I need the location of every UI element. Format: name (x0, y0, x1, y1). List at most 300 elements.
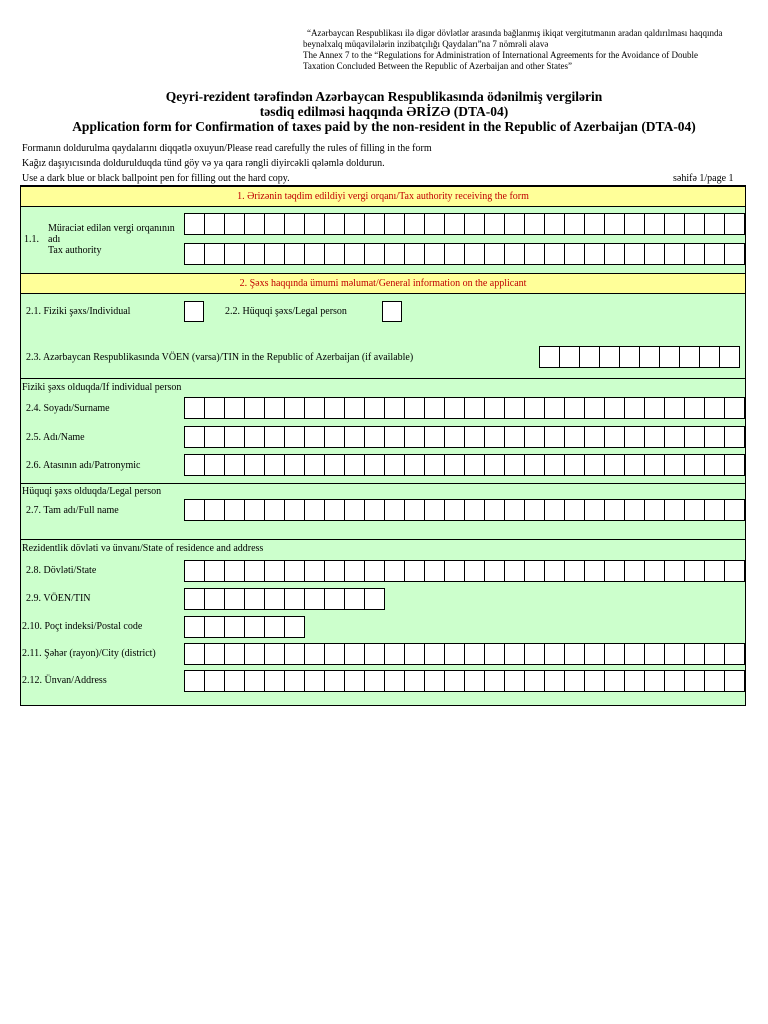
character-cell[interactable] (645, 213, 665, 235)
character-cell[interactable] (445, 670, 465, 692)
character-cell[interactable] (525, 426, 545, 448)
character-cell[interactable] (525, 499, 545, 521)
character-cell[interactable] (405, 643, 425, 665)
character-cell[interactable] (305, 454, 325, 476)
character-cell[interactable] (605, 243, 625, 265)
character-cell[interactable] (345, 454, 365, 476)
character-cell[interactable] (205, 588, 225, 610)
character-cell[interactable] (245, 670, 265, 692)
character-cell[interactable] (405, 397, 425, 419)
character-cell[interactable] (325, 397, 345, 419)
character-cell[interactable] (685, 643, 705, 665)
character-cell[interactable] (565, 643, 585, 665)
character-cell[interactable] (585, 397, 605, 419)
character-cell[interactable] (725, 243, 745, 265)
character-cell[interactable] (705, 454, 725, 476)
azerbaijan-tin-input[interactable] (539, 346, 740, 368)
character-cell[interactable] (365, 670, 385, 692)
character-cell[interactable] (725, 454, 745, 476)
character-cell[interactable] (445, 499, 465, 521)
character-cell[interactable] (184, 560, 205, 582)
character-cell[interactable] (485, 243, 505, 265)
character-cell[interactable] (385, 243, 405, 265)
character-cell[interactable] (465, 670, 485, 692)
character-cell[interactable] (285, 397, 305, 419)
character-cell[interactable] (285, 454, 305, 476)
character-cell[interactable] (365, 643, 385, 665)
full-name-input[interactable] (184, 499, 745, 521)
character-cell[interactable] (445, 397, 465, 419)
character-cell[interactable] (425, 560, 445, 582)
character-cell[interactable] (525, 560, 545, 582)
character-cell[interactable] (205, 560, 225, 582)
character-cell[interactable] (565, 454, 585, 476)
character-cell[interactable] (545, 243, 565, 265)
character-cell[interactable] (505, 426, 525, 448)
surname-input[interactable] (184, 397, 745, 419)
character-cell[interactable] (565, 560, 585, 582)
character-cell[interactable] (645, 560, 665, 582)
address-input[interactable] (184, 670, 745, 692)
character-cell[interactable] (265, 499, 285, 521)
character-cell[interactable] (605, 670, 625, 692)
character-cell[interactable] (265, 426, 285, 448)
character-cell[interactable] (205, 499, 225, 521)
character-cell[interactable] (184, 243, 205, 265)
character-cell[interactable] (225, 560, 245, 582)
character-cell[interactable] (265, 243, 285, 265)
character-cell[interactable] (725, 560, 745, 582)
character-cell[interactable] (325, 426, 345, 448)
character-cell[interactable] (605, 213, 625, 235)
character-cell[interactable] (385, 397, 405, 419)
character-cell[interactable] (705, 643, 725, 665)
character-cell[interactable] (325, 588, 345, 610)
character-cell[interactable] (565, 426, 585, 448)
character-cell[interactable] (285, 243, 305, 265)
character-cell[interactable] (645, 397, 665, 419)
tax-authority-input-row2[interactable] (184, 243, 745, 265)
character-cell[interactable] (465, 560, 485, 582)
character-cell[interactable] (385, 670, 405, 692)
character-cell[interactable] (705, 426, 725, 448)
character-cell[interactable] (365, 213, 385, 235)
character-cell[interactable] (625, 243, 645, 265)
character-cell[interactable] (225, 454, 245, 476)
character-cell[interactable] (345, 560, 365, 582)
character-cell[interactable] (485, 643, 505, 665)
character-cell[interactable] (545, 397, 565, 419)
character-cell[interactable] (225, 426, 245, 448)
character-cell[interactable] (665, 243, 685, 265)
character-cell[interactable] (245, 243, 265, 265)
character-cell[interactable] (585, 426, 605, 448)
character-cell[interactable] (600, 346, 620, 368)
character-cell[interactable] (705, 560, 725, 582)
character-cell[interactable] (305, 670, 325, 692)
character-cell[interactable] (665, 643, 685, 665)
character-cell[interactable] (205, 643, 225, 665)
character-cell[interactable] (485, 397, 505, 419)
character-cell[interactable] (385, 426, 405, 448)
character-cell[interactable] (625, 213, 645, 235)
character-cell[interactable] (205, 616, 225, 638)
character-cell[interactable] (680, 346, 700, 368)
character-cell[interactable] (685, 243, 705, 265)
character-cell[interactable] (685, 560, 705, 582)
character-cell[interactable] (485, 426, 505, 448)
character-cell[interactable] (585, 243, 605, 265)
character-cell[interactable] (565, 670, 585, 692)
character-cell[interactable] (685, 397, 705, 419)
character-cell[interactable] (245, 454, 265, 476)
character-cell[interactable] (405, 243, 425, 265)
character-cell[interactable] (265, 643, 285, 665)
character-cell[interactable] (184, 616, 205, 638)
character-cell[interactable] (285, 560, 305, 582)
character-cell[interactable] (425, 643, 445, 665)
instruction-line: Kağız daşıyıcısında doldurulduqda tünd göy və ya qara rəngli diyircəkli qələmlə doldurun. (22, 158, 385, 169)
character-cell[interactable] (485, 560, 505, 582)
character-cell[interactable] (225, 588, 245, 610)
postal-code-input[interactable] (184, 616, 305, 638)
character-cell[interactable] (405, 454, 425, 476)
character-cell[interactable] (545, 426, 565, 448)
character-cell[interactable] (405, 560, 425, 582)
character-cell[interactable] (325, 643, 345, 665)
character-cell[interactable] (184, 426, 205, 448)
divider (21, 539, 745, 540)
character-cell[interactable] (345, 499, 365, 521)
divider (21, 483, 745, 484)
character-cell[interactable] (725, 499, 745, 521)
character-cell[interactable] (365, 426, 385, 448)
character-cell[interactable] (645, 426, 665, 448)
character-cell[interactable] (365, 243, 385, 265)
character-cell[interactable] (365, 499, 385, 521)
legal-person-checkbox[interactable] (382, 301, 402, 322)
character-cell[interactable] (225, 499, 245, 521)
character-cell[interactable] (685, 426, 705, 448)
character-cell[interactable] (645, 454, 665, 476)
character-cell[interactable] (585, 454, 605, 476)
character-cell[interactable] (325, 670, 345, 692)
field-2-8-label: 2.8. Dövləti/State (26, 565, 97, 576)
character-cell[interactable] (425, 243, 445, 265)
character-cell[interactable] (705, 243, 725, 265)
character-cell[interactable] (285, 499, 305, 521)
annex-line: beynəlxalq müqavilələrin inzibatçılığı Qaydaları”na 7 nömrəli əlavə (303, 39, 549, 49)
character-cell[interactable] (545, 560, 565, 582)
character-cell[interactable] (580, 346, 600, 368)
character-cell[interactable] (425, 397, 445, 419)
character-cell[interactable] (325, 454, 345, 476)
character-cell[interactable] (305, 243, 325, 265)
character-cell[interactable] (525, 213, 545, 235)
character-cell[interactable] (365, 454, 385, 476)
character-cell[interactable] (585, 670, 605, 692)
character-cell[interactable] (445, 243, 465, 265)
character-cell[interactable] (525, 670, 545, 692)
name-input[interactable] (184, 426, 745, 448)
character-cell[interactable] (345, 397, 365, 419)
character-cell[interactable] (465, 397, 485, 419)
character-cell[interactable] (345, 670, 365, 692)
character-cell[interactable] (445, 643, 465, 665)
character-cell[interactable] (325, 243, 345, 265)
character-cell[interactable] (225, 243, 245, 265)
character-cell[interactable] (660, 346, 680, 368)
character-cell[interactable] (465, 213, 485, 235)
character-cell[interactable] (425, 213, 445, 235)
character-cell[interactable] (585, 643, 605, 665)
character-cell[interactable] (485, 499, 505, 521)
city-input[interactable] (184, 643, 745, 665)
character-cell[interactable] (565, 243, 585, 265)
character-cell[interactable] (245, 426, 265, 448)
character-cell[interactable] (560, 346, 580, 368)
character-cell[interactable] (585, 213, 605, 235)
character-cell[interactable] (565, 499, 585, 521)
character-cell[interactable] (625, 670, 645, 692)
character-cell[interactable] (265, 588, 285, 610)
character-cell[interactable] (625, 560, 645, 582)
character-cell[interactable] (665, 454, 685, 476)
character-cell[interactable] (645, 499, 665, 521)
character-cell[interactable] (620, 346, 640, 368)
character-cell[interactable] (385, 499, 405, 521)
character-cell[interactable] (425, 426, 445, 448)
character-cell[interactable] (625, 454, 645, 476)
character-cell[interactable] (645, 243, 665, 265)
tax-authority-input-row1[interactable] (184, 213, 745, 235)
character-cell[interactable] (465, 499, 485, 521)
character-cell[interactable] (525, 454, 545, 476)
character-cell[interactable] (645, 670, 665, 692)
character-cell[interactable] (305, 397, 325, 419)
character-cell[interactable] (265, 560, 285, 582)
character-cell[interactable] (725, 643, 745, 665)
character-cell[interactable] (285, 643, 305, 665)
character-cell[interactable] (345, 426, 365, 448)
character-cell[interactable] (665, 397, 685, 419)
character-cell[interactable] (205, 397, 225, 419)
character-cell[interactable] (525, 243, 545, 265)
character-cell[interactable] (405, 670, 425, 692)
character-cell[interactable] (285, 426, 305, 448)
character-cell[interactable] (465, 426, 485, 448)
patronymic-input[interactable] (184, 454, 745, 476)
character-cell[interactable] (700, 346, 720, 368)
character-cell[interactable] (545, 643, 565, 665)
character-cell[interactable] (640, 346, 660, 368)
character-cell[interactable] (205, 454, 225, 476)
character-cell[interactable] (705, 213, 725, 235)
character-cell[interactable] (184, 588, 205, 610)
character-cell[interactable] (305, 499, 325, 521)
character-cell[interactable] (685, 670, 705, 692)
character-cell[interactable] (585, 560, 605, 582)
field-1-1-label-az-2: adı (48, 234, 61, 245)
character-cell[interactable] (325, 560, 345, 582)
character-cell[interactable] (465, 454, 485, 476)
character-cell[interactable] (225, 670, 245, 692)
character-cell[interactable] (385, 454, 405, 476)
character-cell[interactable] (605, 426, 625, 448)
character-cell[interactable] (445, 426, 465, 448)
character-cell[interactable] (505, 397, 525, 419)
character-cell[interactable] (685, 499, 705, 521)
character-cell[interactable] (265, 454, 285, 476)
character-cell[interactable] (505, 213, 525, 235)
character-cell[interactable] (285, 616, 305, 638)
character-cell[interactable] (184, 670, 205, 692)
character-cell[interactable] (725, 213, 745, 235)
character-cell[interactable] (725, 426, 745, 448)
character-cell[interactable] (665, 426, 685, 448)
character-cell[interactable] (720, 346, 740, 368)
character-cell[interactable] (365, 397, 385, 419)
character-cell[interactable] (405, 213, 425, 235)
character-cell[interactable] (205, 426, 225, 448)
character-cell[interactable] (565, 397, 585, 419)
character-cell[interactable] (465, 643, 485, 665)
character-cell[interactable] (685, 213, 705, 235)
character-cell[interactable] (665, 213, 685, 235)
character-cell[interactable] (405, 499, 425, 521)
character-cell[interactable] (605, 397, 625, 419)
character-cell[interactable] (184, 397, 205, 419)
character-cell[interactable] (345, 643, 365, 665)
character-cell[interactable] (725, 397, 745, 419)
character-cell[interactable] (305, 643, 325, 665)
character-cell[interactable] (245, 397, 265, 419)
character-cell[interactable] (184, 213, 205, 235)
character-cell[interactable] (225, 643, 245, 665)
character-cell[interactable] (525, 397, 545, 419)
character-cell[interactable] (385, 213, 405, 235)
character-cell[interactable] (184, 454, 205, 476)
character-cell[interactable] (625, 643, 645, 665)
character-cell[interactable] (325, 499, 345, 521)
character-cell[interactable] (345, 213, 365, 235)
character-cell[interactable] (445, 454, 465, 476)
character-cell[interactable] (365, 560, 385, 582)
character-cell[interactable] (245, 616, 265, 638)
character-cell[interactable] (485, 213, 505, 235)
character-cell[interactable] (505, 670, 525, 692)
character-cell[interactable] (665, 670, 685, 692)
foreign-tin-input[interactable] (184, 588, 385, 610)
character-cell[interactable] (545, 670, 565, 692)
character-cell[interactable] (345, 243, 365, 265)
character-cell[interactable] (265, 670, 285, 692)
character-cell[interactable] (245, 213, 265, 235)
character-cell[interactable] (705, 397, 725, 419)
character-cell[interactable] (325, 213, 345, 235)
character-cell[interactable] (305, 588, 325, 610)
character-cell[interactable] (505, 454, 525, 476)
character-cell[interactable] (665, 560, 685, 582)
character-cell[interactable] (265, 213, 285, 235)
character-cell[interactable] (425, 670, 445, 692)
character-cell[interactable] (305, 213, 325, 235)
character-cell[interactable] (539, 346, 560, 368)
character-cell[interactable] (545, 454, 565, 476)
character-cell[interactable] (245, 499, 265, 521)
character-cell[interactable] (625, 499, 645, 521)
character-cell[interactable] (445, 213, 465, 235)
character-cell[interactable] (505, 243, 525, 265)
character-cell[interactable] (505, 560, 525, 582)
character-cell[interactable] (605, 454, 625, 476)
character-cell[interactable] (345, 588, 365, 610)
character-cell[interactable] (525, 643, 545, 665)
character-cell[interactable] (685, 454, 705, 476)
individual-checkbox[interactable] (184, 301, 204, 322)
character-cell[interactable] (405, 426, 425, 448)
character-cell[interactable] (485, 454, 505, 476)
character-cell[interactable] (225, 213, 245, 235)
character-cell[interactable] (365, 588, 385, 610)
character-cell[interactable] (545, 499, 565, 521)
character-cell[interactable] (184, 499, 205, 521)
character-cell[interactable] (385, 560, 405, 582)
character-cell[interactable] (245, 643, 265, 665)
character-cell[interactable] (645, 643, 665, 665)
character-cell[interactable] (705, 499, 725, 521)
character-cell[interactable] (385, 643, 405, 665)
character-cell[interactable] (205, 243, 225, 265)
annex-line: “Azərbaycan Respublikası ilə digər dövlətlər arasında bağlanmış ikiqat vergitutmanın aradan qaldırılması haqqında (307, 28, 723, 38)
character-cell[interactable] (265, 616, 285, 638)
title-line-en: Application form for Confirmation of taxes paid by the non-resident in the Republic of Azerbaijan (DTA-04) (72, 119, 696, 134)
character-cell[interactable] (245, 560, 265, 582)
character-cell[interactable] (425, 499, 445, 521)
character-cell[interactable] (225, 616, 245, 638)
character-cell[interactable] (725, 670, 745, 692)
character-cell[interactable] (585, 499, 605, 521)
character-cell[interactable] (184, 643, 205, 665)
character-cell[interactable] (605, 560, 625, 582)
character-cell[interactable] (205, 213, 225, 235)
character-cell[interactable] (705, 670, 725, 692)
character-cell[interactable] (245, 588, 265, 610)
character-cell[interactable] (605, 643, 625, 665)
character-cell[interactable] (625, 426, 645, 448)
character-cell[interactable] (425, 454, 445, 476)
character-cell[interactable] (565, 213, 585, 235)
character-cell[interactable] (445, 560, 465, 582)
character-cell[interactable] (485, 670, 505, 692)
character-cell[interactable] (305, 426, 325, 448)
character-cell[interactable] (285, 213, 305, 235)
character-cell[interactable] (665, 499, 685, 521)
character-cell[interactable] (465, 243, 485, 265)
state-input[interactable] (184, 560, 745, 582)
character-cell[interactable] (285, 588, 305, 610)
character-cell[interactable] (545, 213, 565, 235)
character-cell[interactable] (605, 499, 625, 521)
character-cell[interactable] (505, 499, 525, 521)
character-cell[interactable] (305, 560, 325, 582)
character-cell[interactable] (205, 670, 225, 692)
character-cell[interactable] (285, 670, 305, 692)
character-cell[interactable] (225, 397, 245, 419)
character-cell[interactable] (625, 397, 645, 419)
character-cell[interactable] (505, 643, 525, 665)
character-cell[interactable] (265, 397, 285, 419)
